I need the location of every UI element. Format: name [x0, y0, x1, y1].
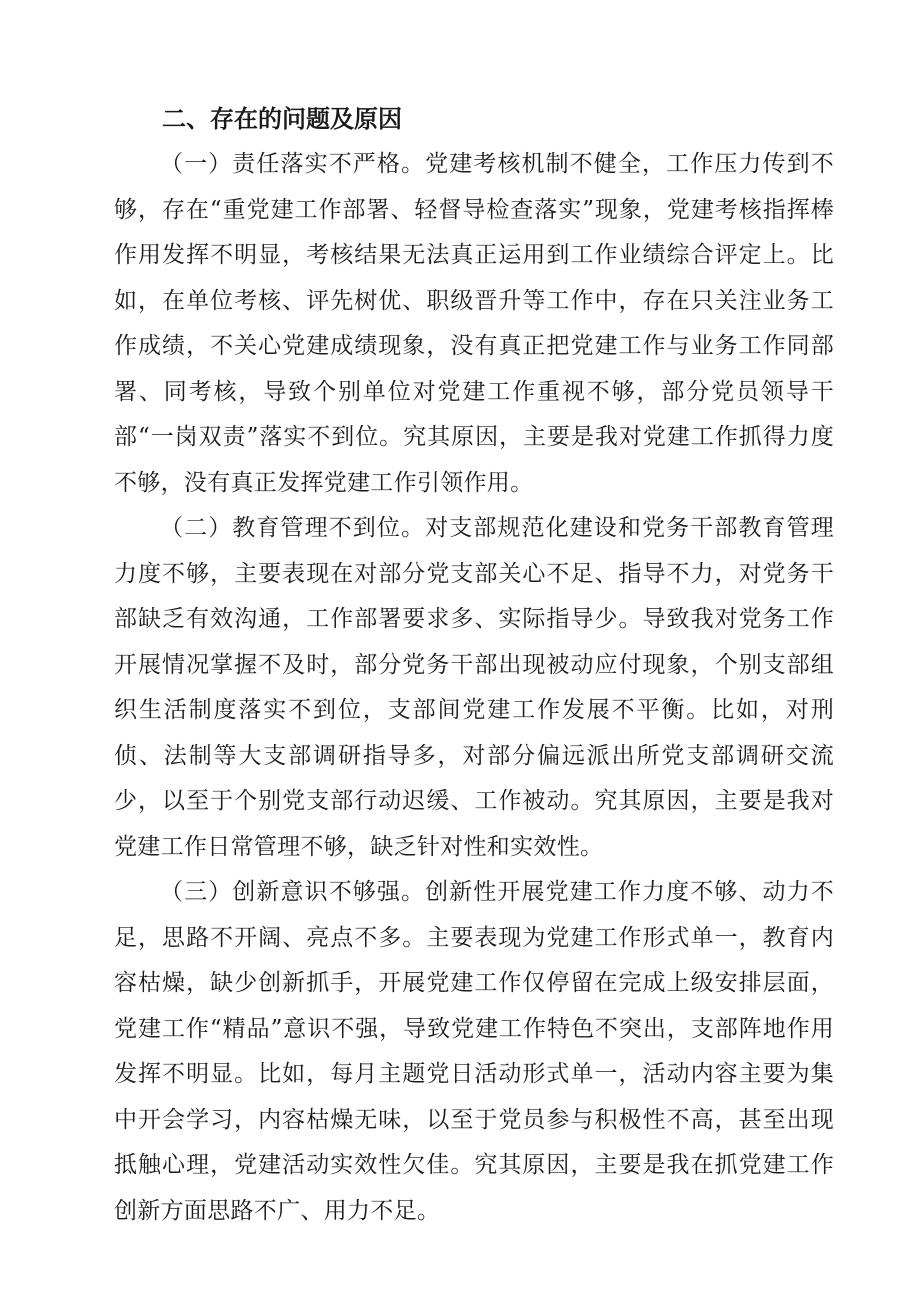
paragraph-education-management: （二）教育管理不到位。对支部规范化建设和党务干部教育管理力度不够，主要表现在对部分党支部关心不足、指导不力，对党务干部缺乏有效沟通，工作部署要求多、实际指导少。导致我对党务工作开展情况掌握不及时，部分党务干部出现被动应付现象，个别支部组织生活制度落实不到位，支部间党建工作发展不平衡。比如，对刑侦、法制等大支部调研指导多，对部分偏远派出所党支部调研交流少，以至于个别党支部行动迟缓、工作被动。究其原因，主要是我对党建工作日常管理不够，缺乏针对性和实效性。 — [114, 515, 834, 860]
paragraph-innovation: （三）创新意识不够强。创新性开展党建工作力度不够、动力不足，思路不开阔、亮点不多。主要表现为党建工作形式单一，教育内容枯燥，缺少创新抓手，开展党建工作仅停留在完成上级安排层面，党建工作“精品”意识不强，导致党建工作特色不突出，支部阵地作用发挥不明显。比如，每月主题党日活动形式单一，活动内容主要为集中开会学习，内容枯燥无味，以至于党员参与积极性不高，甚至出现抵触心理，党建活动实效性欠佳。究其原因，主要是我在抓党建工作创新方面思路不广、用力不足。 — [114, 879, 834, 1224]
section-heading: 二、存在的问题及原因 — [162, 105, 402, 133]
paragraph-responsibility: （一）责任落实不严格。党建考核机制不健全，工作压力传到不够，存在“重党建工作部署、轻督导检查落实”现象，党建考核指挥棒作用发挥不明显，考核结果无法真正运用到工作业绩综合评定上。比如，在单位考核、评先树优、职级晋升等工作中，存在只关注业务工作成绩，不关心党建成绩现象，没有真正把党建工作与业务工作同部署、同考核，导致个别单位对党建工作重视不够，部分党员领导干部“一岗双责”落实不到位。究其原因，主要是我对党建工作抓得力度不够，没有真正发挥党建工作引领作用。 — [114, 151, 834, 496]
document-body — [114, 96, 834, 1234]
